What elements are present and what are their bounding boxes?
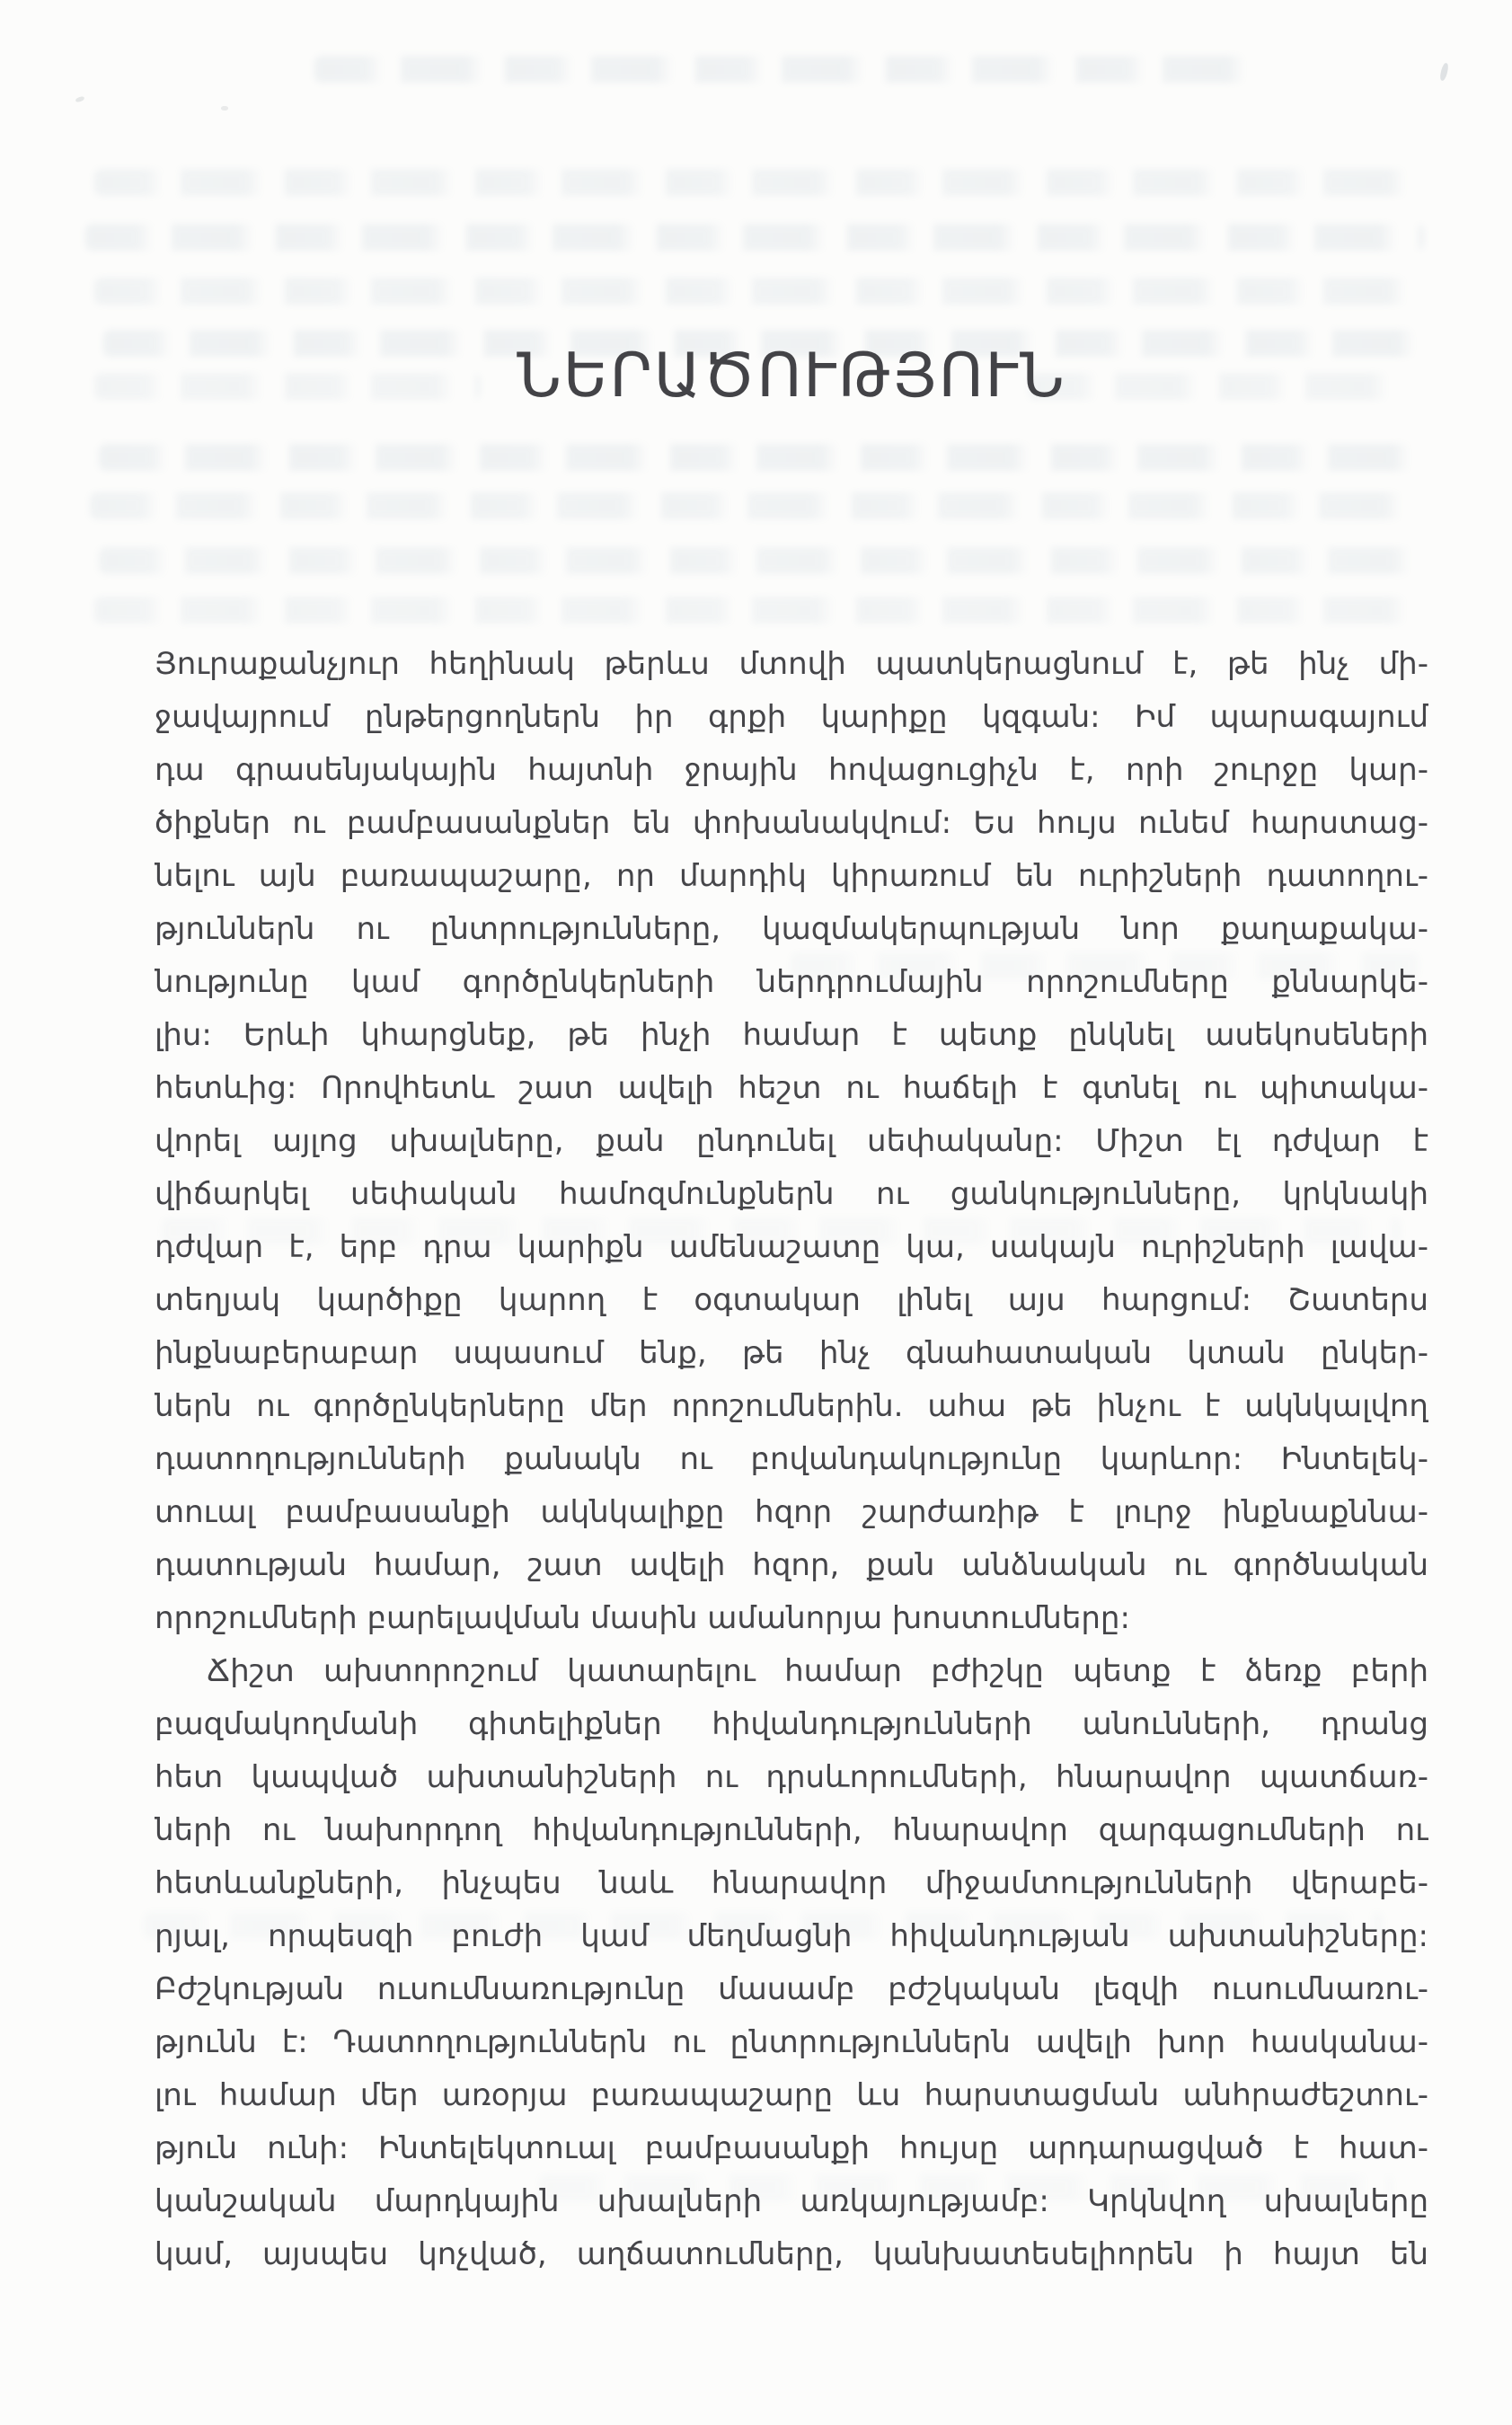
text-line: Բժշկության ուսումնառությունը մասամբ բժշկական լեզվի ուսումնառու-: [155, 1971, 1428, 2007]
text-line: ծիքներ ու բամբասանքներ են փոխանակվում: Ես հույս ունեմ հարստաց-: [155, 805, 1428, 841]
text-line: լու համար մեր առօրյա բառապաշարը ևս հարստացման անհրաժեշտու-: [155, 2077, 1428, 2113]
ink-speck: [75, 95, 84, 102]
text-line: դատության համար, շատ ավելի հզոր, քան անձնական ու գործնական: [155, 1547, 1428, 1583]
bleed-through-row: [85, 224, 1424, 251]
text-line: դա գրասենյակային հայտնի ջրային հովացուցիչն է, որի շուրջը կար-: [155, 752, 1428, 788]
text-line: հետևանքների, ինչպես նաև հնարավոր միջամտությունների վերաբե-: [155, 1865, 1428, 1901]
bleed-through-row: [94, 169, 1424, 196]
text-line: թյուն ունի: Ինտելեկտուալ բամբասանքի հույսը արդարացված է հատ-: [155, 2130, 1428, 2166]
text-line: դժվար է, երբ դրա կարիքն ամենաշատը կա, սակայն ուրիշների լավա-: [155, 1229, 1428, 1265]
text-line: Ճիշտ ախտորոշում կատարելու համար բժիշկը պետք է ձեռք բերի: [207, 1653, 1428, 1689]
chapter-title: ՆԵՐԱԾՈՒԹՅՈՒՆ: [517, 341, 1066, 412]
text-line: դատողությունների քանակն ու բովանդակությունը կարևոր: Ինտելեկ-: [155, 1441, 1428, 1477]
text-line: ջավայրում ընթերցողներն իր գրքի կարիքը կզգան: Իմ պարագայում: [155, 699, 1428, 735]
text-line: րյալ, որպեսզի բուժի կամ մեղմացնի հիվանդության ախտանիշները:: [155, 1918, 1428, 1954]
text-line: տեղյակ կարծիքը կարող է օգտակար լինել այս հարցում: Շատերս: [155, 1282, 1428, 1318]
bleed-through-row: [94, 278, 1424, 305]
bleed-through-row: [99, 444, 1419, 471]
text-line: վիճարկել սեփական համոզմունքներն ու ցանկությունները, կրկնակի: [155, 1176, 1428, 1212]
ink-speck: [1439, 62, 1450, 81]
text-line: ների ու նախորդող հիվանդությունների, հնարավոր զարգացումների ու: [155, 1812, 1428, 1848]
text-line: հետ կապված ախտանիշների ու դրսևորումների, հնարավոր պատճառ-: [155, 1759, 1428, 1795]
text-line: որոշումների բարելավման մասին ամանորյա խոստումները:: [155, 1600, 1130, 1636]
text-line: նելու այն բառապաշարը, որ մարդիկ կիրառում են ուրիշների դատողու-: [155, 858, 1428, 894]
text-line: ինքնաբերաբար սպասում ենք, թե ինչ գնահատական կտան ընկեր-: [155, 1335, 1428, 1371]
bleed-through-row: [90, 492, 1419, 519]
text-line: տուալ բամբասանքի ակնկալիքը հզոր շարժառիթ է լուրջ ինքնաքննա-: [155, 1494, 1428, 1530]
text-line: կամ, այսպես կոչված, աղճատումները, կանխատեսելիորեն ի հայտ են: [155, 2236, 1428, 2272]
text-line: թյունն է: Դատողություններն ու ընտրություններն ավելի խոր հասկանա-: [155, 2024, 1428, 2060]
paragraph: [155, 638, 1428, 1645]
text-line: հետևից: Որովհետև շատ ավելի հեշտ ու հաճելի է գտնել ու պիտակա-: [155, 1070, 1428, 1106]
paragraph: [155, 1645, 1428, 2281]
bleed-through-row: [314, 56, 1267, 83]
text-line: կանշական մարդկային սխալների առկայությամբ: Կրկնվող սխալները: [155, 2183, 1428, 2219]
bleed-through-row: [94, 597, 1419, 624]
text-line: թյուններն ու ընտրությունները, կազմակերպության նոր քաղաքակա-: [155, 911, 1428, 947]
text-line: լիս: Երևի կհարցնեք, թե ինչի համար է պետք ընկնել ասեկոսեների: [155, 1017, 1428, 1053]
ink-speck: [221, 106, 228, 111]
text-line: Յուրաքանչյուր հեղինակ թերևս մտովի պատկերացնում է, թե ինչ մի-: [155, 646, 1428, 682]
text-line: նությունը կամ գործընկերների ներդրումային որոշումները քննարկե-: [155, 964, 1428, 1000]
bleed-through-row: [99, 547, 1415, 574]
text-line: բազմակողմանի գիտելիքներ հիվանդությունների անունների, դրանց: [155, 1706, 1428, 1742]
text-line: վորել այլոց սխալները, քան ընդունել սեփականը: Միշտ էլ դժվար է: [155, 1123, 1428, 1159]
body-text: [155, 638, 1428, 2281]
text-line: ներն ու գործընկերները մեր որոշումներին. ահա թե ինչու է ակնկալվող: [155, 1388, 1428, 1424]
